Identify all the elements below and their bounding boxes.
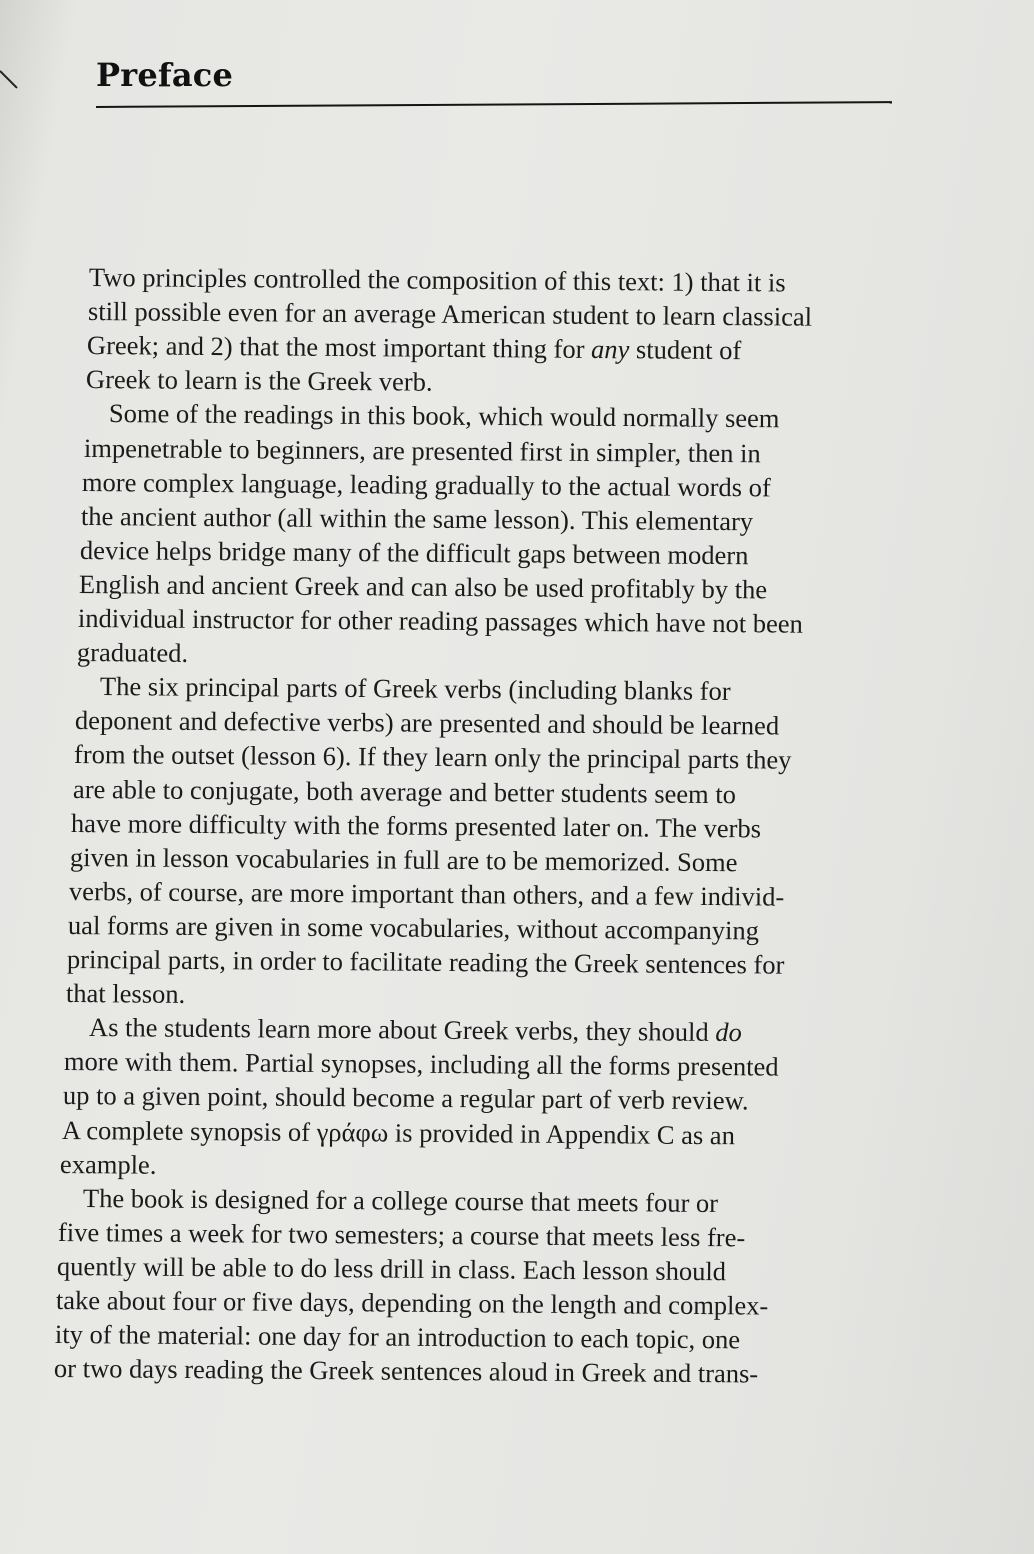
emphasis-text: any (590, 334, 630, 365)
text-line: have more difficulty with the forms presented later on. The verbs (71, 807, 762, 844)
text-line: ity of the material: one day for an introduction to each topic, one (54, 1319, 741, 1355)
text-line: device helps bridge many of the difficult gaps between modern (80, 534, 749, 571)
text-segment: student of (629, 334, 742, 366)
text-line: take about four or five days, depending on the length and complex- (55, 1285, 769, 1321)
text-line: are able to conjugate, both average and better students seem to (72, 773, 736, 809)
text-line: more complex language, leading gradually to the actual words of (82, 466, 772, 503)
text-line: verbs, of course, are more important than others, and a few individ- (69, 875, 785, 912)
text-line: Some of the readings in this book, which would normally seem (108, 398, 780, 434)
text-line: still possible even for an average American student to learn classical (87, 296, 813, 332)
text-line (87, 330, 741, 366)
text-line: individual instructor for other reading passages which have not been (77, 603, 803, 639)
text-line: or two days reading the Greek sentences aloud in Greek and trans- (53, 1353, 759, 1389)
text-line: The book is designed for a college course that meets four or (83, 1182, 719, 1218)
emphasis-text: do (714, 1017, 742, 1048)
text-line: impenetrable to beginners, are presented first in simpler, then in (83, 432, 761, 468)
text-line: quently will be able to do less drill in class. Each lesson should (56, 1250, 727, 1287)
text-line: The six principal parts of Greek verbs (including blanks for (99, 671, 731, 707)
text-line: that lesson. (65, 978, 186, 1010)
text-line: more with them. Partial synopses, including all the forms presented (63, 1046, 779, 1082)
text-line: up to a given point, should become a regular part of verb review. (62, 1080, 749, 1116)
text-line: English and ancient Greek and can also be used profitably by the (78, 568, 768, 605)
text-segment: As the students learn more about Greek verbs, they should (88, 1012, 716, 1048)
text-segment: Greek; and 2) that the most important thing for (86, 330, 592, 365)
page-title: Preface (96, 56, 234, 94)
text-line: A complete synopsis of γράφω is provided in Appendix C as an (61, 1114, 735, 1150)
text-line: ual forms are given in some vocabularies, without accompanying (67, 909, 760, 946)
text-line: given in lesson vocabularies in full are to be memorized. Some (70, 841, 738, 877)
text-line: example. (60, 1148, 157, 1180)
text-line: five times a week for two semesters; a course that meets less fre- (58, 1216, 746, 1253)
text-line: graduated. (76, 637, 189, 668)
text-line: from the outset (lesson 6). If they learn only the principal parts they (73, 739, 792, 776)
text-line: deponent and defective verbs) are presented and should be learned (74, 705, 779, 741)
text-line: principal parts, in order to facilitate reading the Greek sentences for (66, 944, 785, 980)
text-line (89, 1012, 742, 1048)
title-rule (96, 101, 892, 108)
page-corner-mark (0, 70, 18, 88)
text-line: Two principles controlled the composition of this text: 1) that it is (88, 262, 786, 298)
text-line: Greek to learn is the Greek verb. (85, 364, 433, 398)
text-line: the ancient author (all within the same lesson). This elementary (81, 500, 754, 536)
